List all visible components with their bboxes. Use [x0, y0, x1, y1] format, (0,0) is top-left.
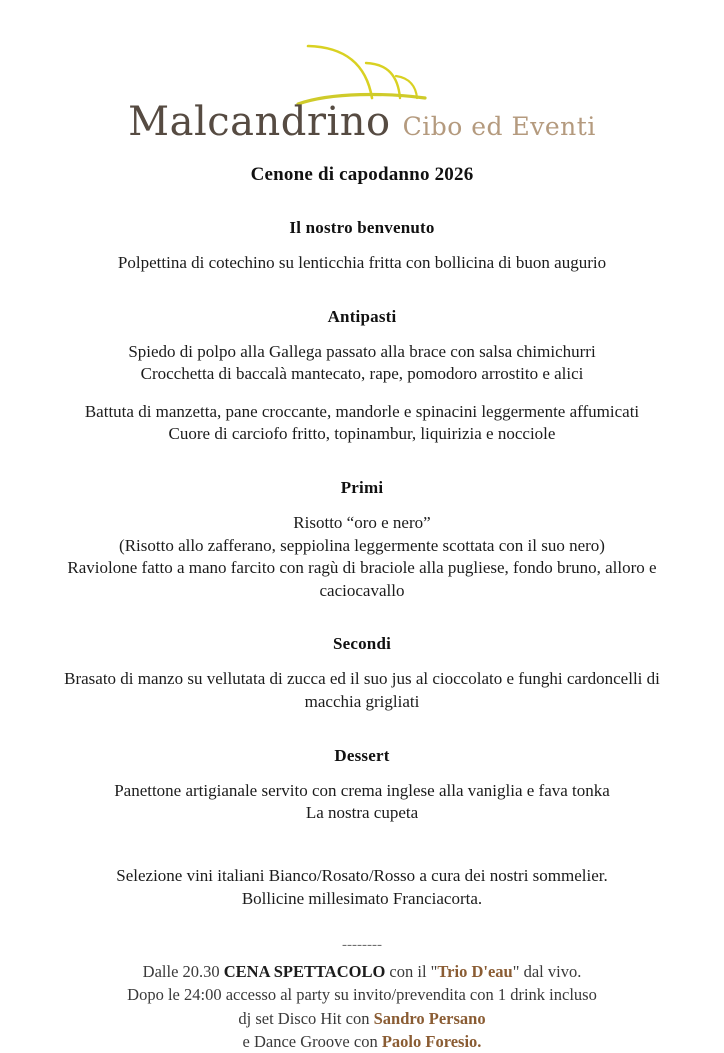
page-title: Cenone di capodanno 2026 [250, 164, 474, 185]
event-show-suffix: " dal vivo. [512, 961, 582, 981]
dish-item: Brasato di manzo su vellutata di zucca ed il suo jus al cioccolato e funghi cardoncelli di macchia grigliati [64, 669, 660, 712]
event-line-dj [40, 1007, 684, 1030]
section-heading: Secondi [332, 634, 392, 654]
event-line-show [40, 960, 684, 983]
event-line-party: Dopo le 24:00 accesso al party su invito/prevendita con 1 drink incluso [127, 985, 597, 1005]
event-dance-prefix: e Dance Groove con [242, 1032, 382, 1052]
dish-item: La nostra cupeta [305, 803, 419, 823]
event-info [40, 960, 684, 1053]
dish-item: Polpettina di cotechino su lenticchia fritta con bollicina di buon augurio [117, 253, 607, 272]
event-band-name: Trio D'eau [437, 961, 513, 981]
event-dj-name: Sandro Persano [373, 1008, 486, 1028]
dish-item: Cuore di carciofo fritto, topinambur, liquirizia e nocciole [168, 424, 556, 444]
event-time-prefix: Dalle 20.30 [142, 961, 224, 981]
dish-item: Spiedo di polpo alla Gallega passato alla brace con salsa chimichurri [128, 341, 596, 361]
dish-item: Risotto “oro e nero” [293, 513, 431, 533]
menu-section [40, 478, 684, 602]
section-divider: -------- [342, 936, 382, 953]
menu-section [40, 307, 684, 446]
event-show-connector: con il " [385, 961, 438, 981]
event-dance-name: Paolo Foresio. [381, 1032, 482, 1052]
menu-section [40, 218, 684, 275]
menu-section [40, 746, 684, 825]
wine-note-line-1: Selezione vini italiani Bianco/Rosato/Rosso a cura dei nostri sommelier. [116, 865, 608, 885]
wine-note [40, 865, 684, 911]
dish-item: (Risotto allo zafferano, seppiolina leggermente scottata con il suo nero) [119, 535, 605, 555]
restaurant-logo [40, 0, 684, 145]
logo-tagline: Cibo ed Eventi [402, 112, 596, 141]
event-line-dance [40, 1030, 684, 1053]
wine-note-line-2: Bollicine millesimato Franciacorta. [241, 888, 483, 908]
dish-item: Panettone artigianale servito con crema inglese alla vaniglia e fava tonka [114, 780, 610, 800]
menu-section [40, 634, 684, 713]
wheat-stalks-icon [292, 36, 432, 108]
event-show-label: CENA SPETTACOLO [223, 961, 386, 981]
dish-item: Battuta di manzetta, pane croccante, mandorle e spinacini leggermente affumicati [84, 401, 640, 421]
dish-item: Raviolone fatto a mano farcito con ragù di braciole alla pugliese, fondo bruno, alloro e caciocavallo [67, 558, 657, 600]
dish-item: Crocchetta di baccalà mantecato, rape, pomodoro arrostito e alici [140, 364, 584, 384]
section-heading: Antipasti [327, 306, 397, 326]
logo-name: Malcandrino [128, 99, 391, 145]
section-heading: Il nostro benvenuto [289, 218, 435, 237]
section-heading: Dessert [334, 745, 390, 765]
section-heading: Primi [340, 478, 384, 498]
event-dj-prefix: dj set Disco Hit con [238, 1008, 374, 1028]
menu-sections [40, 218, 684, 825]
